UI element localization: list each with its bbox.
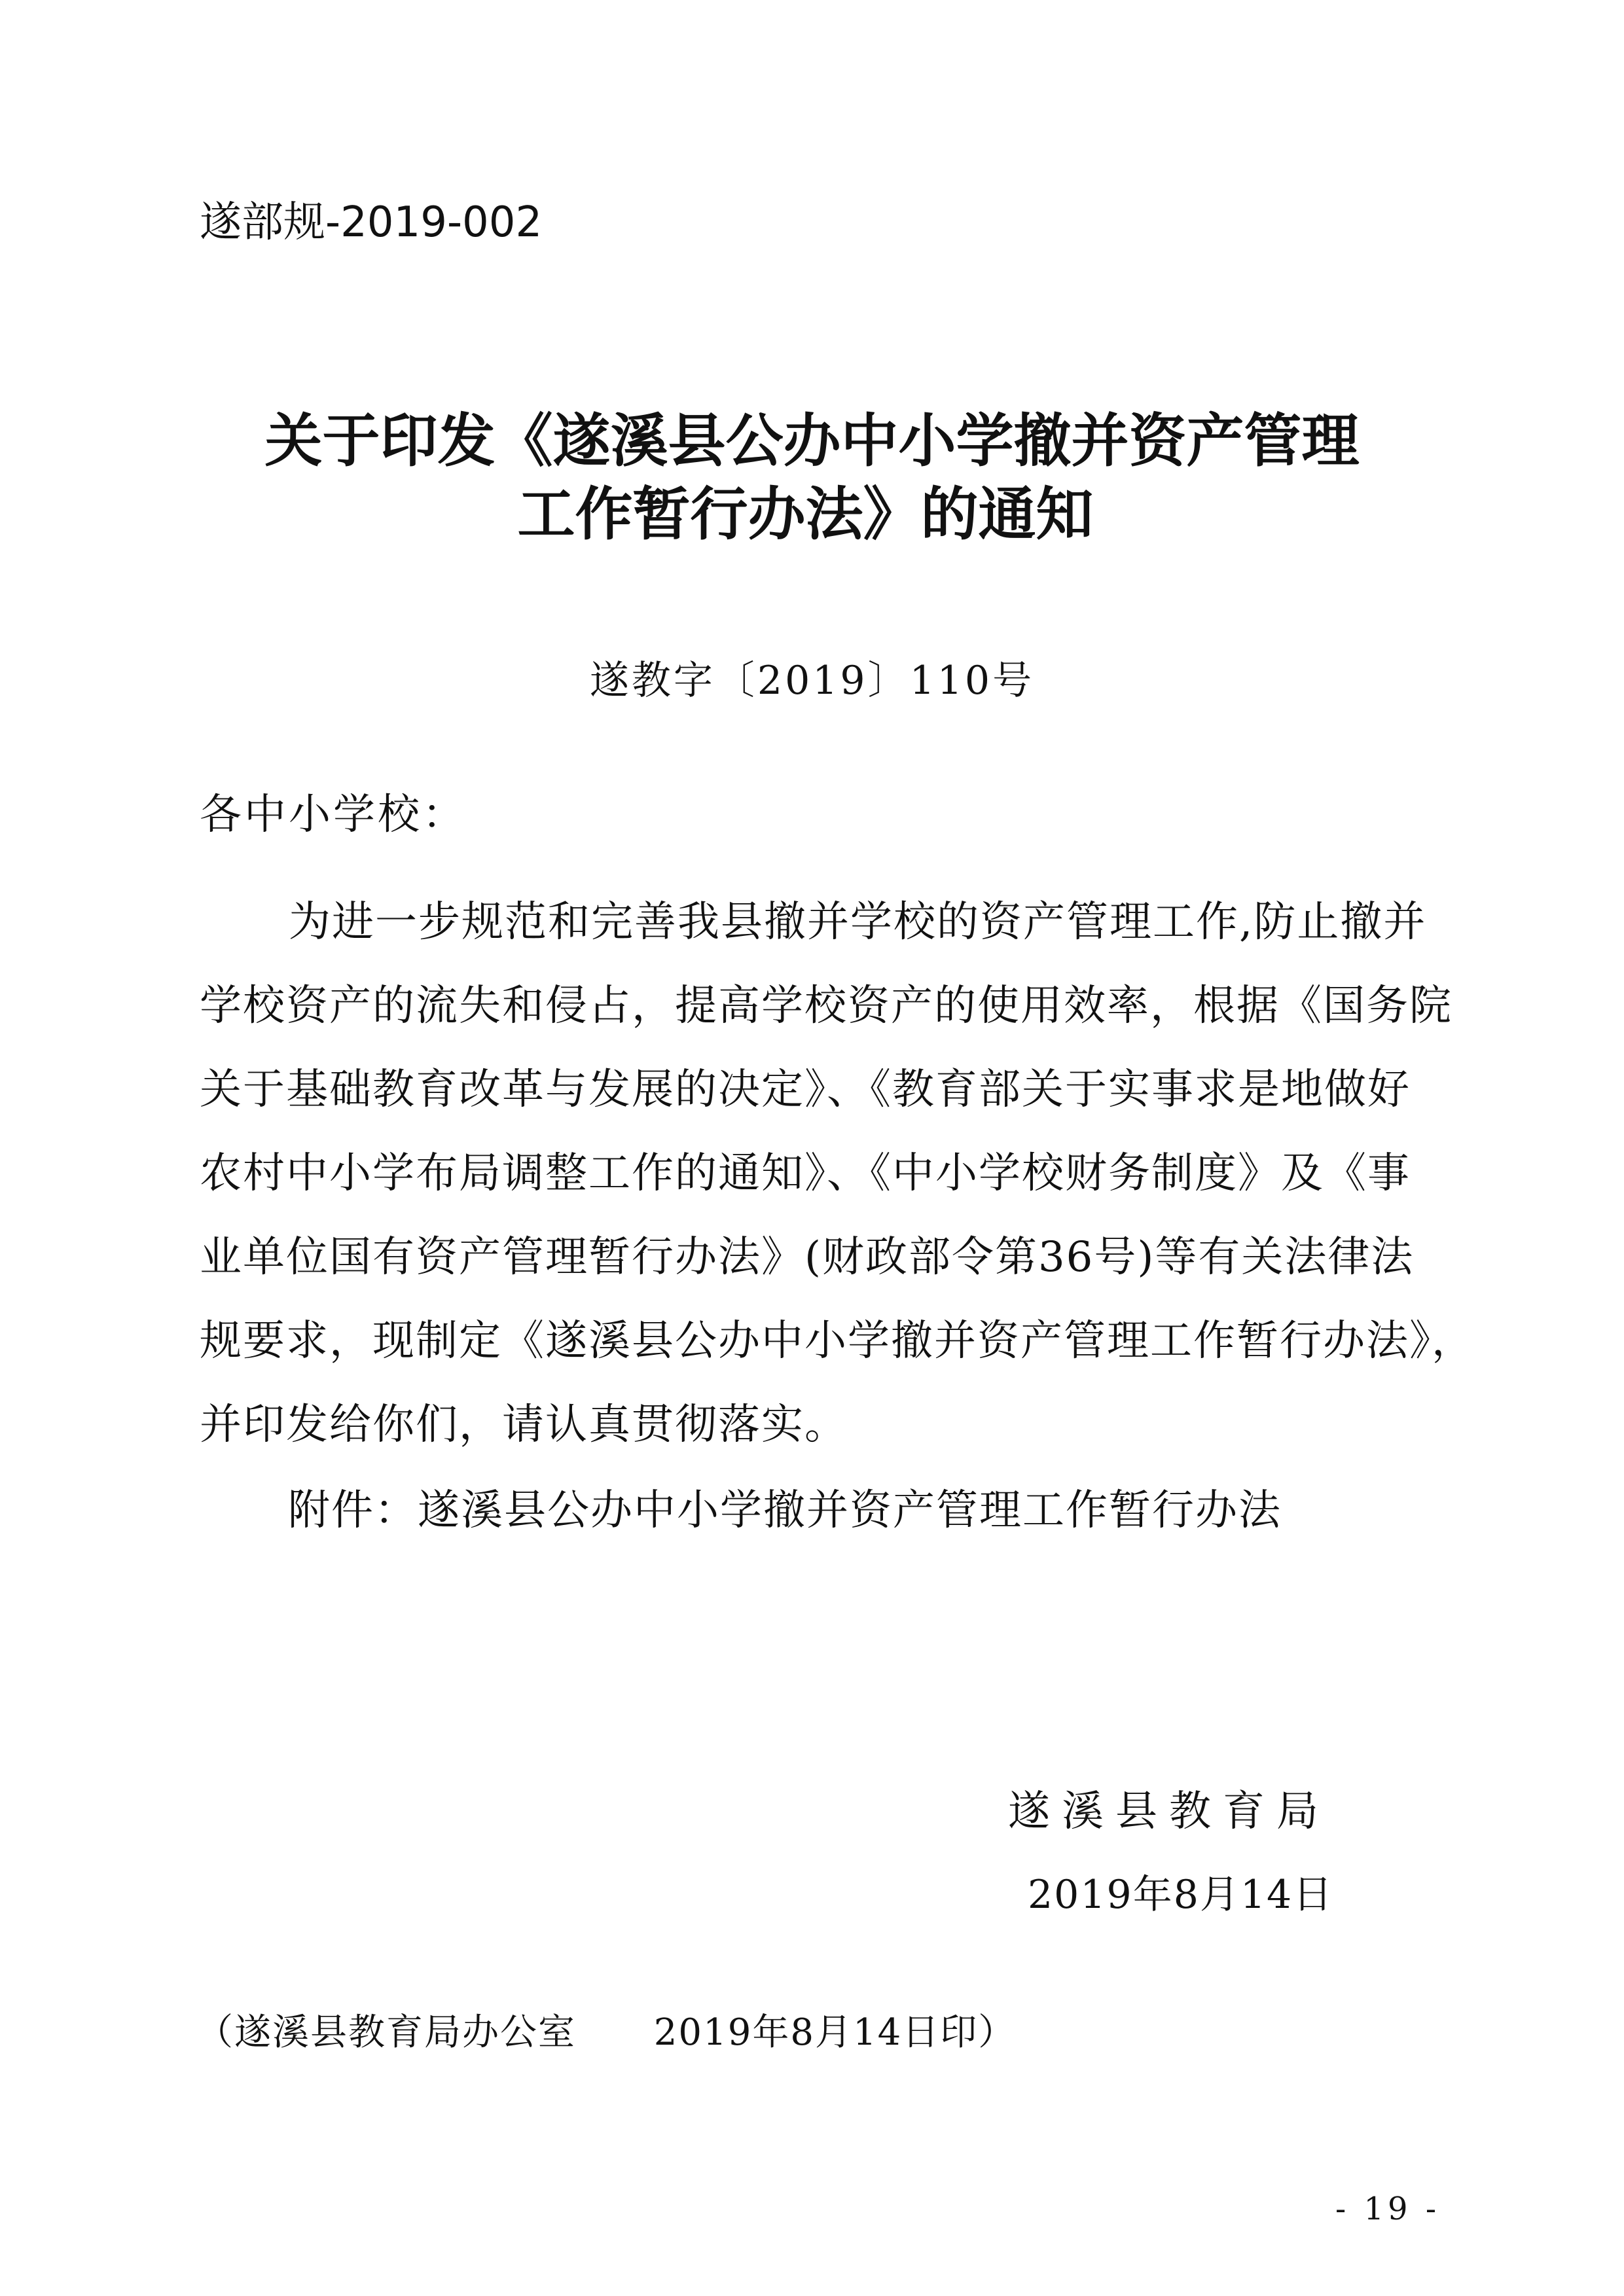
title-line-1: 关于印发《遂溪县公办中小学撤并资产管理 — [264, 407, 1360, 475]
body-line: 为进一步规范和完善我县撤并学校的资产管理工作,防止撤并 — [289, 898, 1427, 946]
attachment-line: 附件：遂溪县公办中小学撤并资产管理工作暂行办法 — [288, 1486, 1282, 1535]
body-line: 关于基础教育改革与发展的决定》、《教育部关于实事求是地做好 — [200, 1066, 1411, 1114]
document-title — [0, 404, 1624, 551]
issue-date: 2019年8月14日 — [1028, 1872, 1334, 1918]
page-number: - 19 - — [1335, 2191, 1441, 2227]
print-note: （遂溪县教育局办公室 2019年8月14日印） — [196, 2011, 1017, 2054]
title-line-2: 工作暂行办法》的通知 — [517, 480, 1094, 548]
issuer-signature: 遂溪县教育局 — [1008, 1787, 1330, 1836]
salutation: 各中小学校： — [200, 791, 467, 839]
body-text — [200, 880, 1475, 1467]
body-line: 业单位国有资产管理暂行办法》(财政部令第36号)等有关法律法 — [200, 1233, 1415, 1282]
body-line: 农村中小学布局调整工作的通知》、《中小学校财务制度》及《事 — [200, 1149, 1411, 1198]
document-number: 遂教字〔2019〕110号 — [589, 658, 1035, 704]
body-line: 学校资产的流失和侵占，提高学校资产的使用效率，根据《国务院 — [200, 982, 1453, 1030]
body-line: 并印发给你们，请认真贯彻落实。 — [200, 1401, 848, 1449]
body-line: 规要求，现制定《遂溪县公办中小学撤并资产管理工作暂行办法》， — [200, 1317, 1475, 1365]
document-code: 遂部规-2019-002 — [200, 198, 543, 247]
